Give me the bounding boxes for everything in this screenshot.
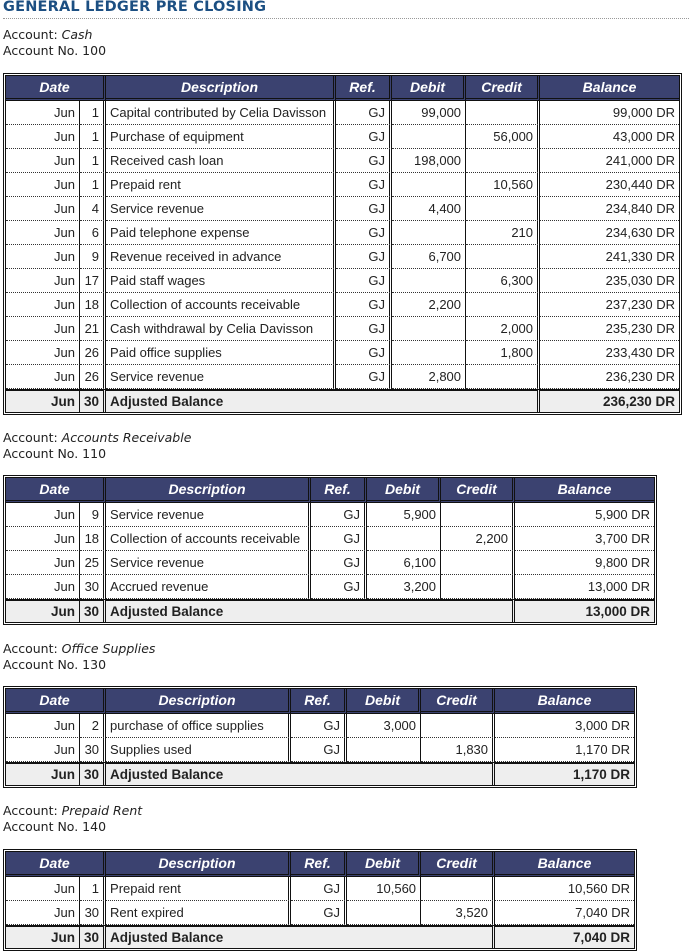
total-day: 30	[80, 599, 106, 622]
cell-credit	[466, 293, 540, 317]
cell-description: Received cash loan	[106, 149, 336, 173]
cell-credit	[466, 365, 540, 389]
ledger-row	[6, 714, 634, 738]
total-description: Adjusted Balance	[106, 762, 495, 785]
cell-day: 30	[80, 738, 106, 762]
cell-ref: GJ	[291, 738, 347, 762]
cell-month: Jun	[6, 221, 80, 245]
column-header-credit: Credit	[421, 852, 495, 877]
cell-day: 26	[80, 341, 106, 365]
total-month: Jun	[6, 389, 80, 412]
total-description: Adjusted Balance	[106, 599, 515, 622]
account-name-line	[3, 641, 155, 657]
cell-month: Jun	[6, 365, 80, 389]
cell-description: Service revenue	[106, 551, 311, 575]
column-header-balance: Balance	[540, 76, 679, 101]
account-name-line	[3, 27, 106, 43]
column-header-debit: Debit	[392, 76, 466, 101]
cell-month: Jun	[6, 293, 80, 317]
cell-balance: 241,330 DR	[540, 245, 679, 269]
account-header	[3, 430, 191, 462]
account-number: Account No. 140	[3, 819, 107, 834]
cell-month: Jun	[6, 197, 80, 221]
header-row	[6, 852, 634, 877]
cell-ref: GJ	[336, 221, 392, 245]
column-header-ref: Ref.	[291, 852, 347, 877]
cell-day: 9	[80, 503, 106, 527]
total-day: 30	[80, 762, 106, 785]
column-header-date: Date	[6, 689, 106, 714]
cell-description: Supplies used	[106, 738, 291, 762]
ledger-row	[6, 551, 654, 575]
cell-month: Jun	[6, 149, 80, 173]
ledger-row	[6, 575, 654, 599]
cell-day: 26	[80, 365, 106, 389]
header-row	[6, 689, 634, 714]
ledger-row	[6, 317, 679, 341]
cell-credit	[441, 503, 515, 527]
ledger-row	[6, 245, 679, 269]
cell-description: purchase of office supplies	[106, 714, 291, 738]
account-header	[3, 27, 106, 59]
cell-debit	[347, 901, 421, 925]
cell-day: 9	[80, 245, 106, 269]
account-label: Account:	[3, 430, 62, 445]
ledger-row	[6, 269, 679, 293]
account-name: Prepaid Rent	[61, 803, 143, 818]
cell-month: Jun	[6, 551, 80, 575]
cell-balance: 235,030 DR	[540, 269, 679, 293]
cell-credit: 2,000	[466, 317, 540, 341]
cell-month: Jun	[6, 714, 80, 738]
cell-debit: 2,200	[392, 293, 466, 317]
cell-balance: 5,900 DR	[515, 503, 654, 527]
total-month: Jun	[6, 762, 80, 785]
account-header	[3, 803, 142, 835]
cell-ref: GJ	[291, 877, 347, 901]
cell-description: Service revenue	[106, 197, 336, 221]
header-row	[6, 478, 654, 503]
cell-credit: 210	[466, 221, 540, 245]
cell-credit: 6,300	[466, 269, 540, 293]
cell-debit: 4,400	[392, 197, 466, 221]
column-header-balance: Balance	[495, 689, 634, 714]
cell-credit	[466, 149, 540, 173]
account-name: Cash	[61, 27, 93, 42]
header-row	[6, 76, 679, 101]
account-header	[3, 641, 155, 673]
column-header-date: Date	[6, 852, 106, 877]
column-header-credit: Credit	[421, 689, 495, 714]
cell-debit: 198,000	[392, 149, 466, 173]
cell-description: Rent expired	[106, 901, 291, 925]
ledger-row	[6, 293, 679, 317]
cell-month: Jun	[6, 575, 80, 599]
cell-description: Revenue received in advance	[106, 245, 336, 269]
cell-credit	[441, 575, 515, 599]
column-header-description: Description	[106, 478, 311, 503]
cell-day: 21	[80, 317, 106, 341]
cell-description: Paid telephone expense	[106, 221, 336, 245]
column-header-debit: Debit	[347, 852, 421, 877]
cell-balance: 234,840 DR	[540, 197, 679, 221]
cell-month: Jun	[6, 738, 80, 762]
cell-day: 18	[80, 293, 106, 317]
cell-day: 25	[80, 551, 106, 575]
cell-credit	[421, 877, 495, 901]
cell-credit: 2,200	[441, 527, 515, 551]
cell-debit: 3,000	[347, 714, 421, 738]
cell-ref: GJ	[291, 714, 347, 738]
cell-month: Jun	[6, 317, 80, 341]
cell-description: Paid staff wages	[106, 269, 336, 293]
cell-debit: 5,900	[367, 503, 441, 527]
ledger-row	[6, 197, 679, 221]
cell-credit	[466, 245, 540, 269]
cell-credit	[421, 714, 495, 738]
ledger-row	[6, 365, 679, 389]
ledger-row	[6, 901, 634, 925]
cell-month: Jun	[6, 503, 80, 527]
cell-day: 1	[80, 125, 106, 149]
cell-ref: GJ	[311, 527, 367, 551]
cell-ref: GJ	[336, 293, 392, 317]
total-balance: 13,000 DR	[515, 599, 654, 622]
cell-month: Jun	[6, 125, 80, 149]
cell-balance: 7,040 DR	[495, 901, 634, 925]
cell-description: Prepaid rent	[106, 173, 336, 197]
ledger-row	[6, 221, 679, 245]
total-balance: 7,040 DR	[495, 925, 634, 948]
cell-balance: 234,630 DR	[540, 221, 679, 245]
cell-description: Purchase of equipment	[106, 125, 336, 149]
cell-description: Accrued revenue	[106, 575, 311, 599]
cell-balance: 9,800 DR	[515, 551, 654, 575]
cell-balance: 1,170 DR	[495, 738, 634, 762]
cell-balance: 241,000 DR	[540, 149, 679, 173]
cell-ref: GJ	[336, 173, 392, 197]
total-day: 30	[80, 389, 106, 412]
total-month: Jun	[6, 925, 80, 948]
total-day: 30	[80, 925, 106, 948]
cell-debit	[392, 173, 466, 197]
ledger-row	[6, 738, 634, 762]
cell-month: Jun	[6, 245, 80, 269]
cell-description: Capital contributed by Celia Davisson	[106, 101, 336, 125]
cell-balance: 3,700 DR	[515, 527, 654, 551]
cell-ref: GJ	[336, 197, 392, 221]
total-month: Jun	[6, 599, 80, 622]
cell-credit	[466, 197, 540, 221]
cell-balance: 237,230 DR	[540, 293, 679, 317]
column-header-debit: Debit	[367, 478, 441, 503]
column-header-description: Description	[106, 76, 336, 101]
ledger-table	[3, 475, 657, 625]
cell-ref: GJ	[336, 245, 392, 269]
column-header-ref: Ref.	[336, 76, 392, 101]
cell-month: Jun	[6, 101, 80, 125]
ledger-row	[6, 101, 679, 125]
ledger-table	[3, 686, 637, 788]
cell-debit	[367, 527, 441, 551]
column-header-balance: Balance	[515, 478, 654, 503]
cell-day: 1	[80, 173, 106, 197]
total-balance: 236,230 DR	[540, 389, 679, 412]
column-header-debit: Debit	[347, 689, 421, 714]
cell-ref: GJ	[336, 317, 392, 341]
ledger-table	[3, 73, 682, 415]
cell-credit: 3,520	[421, 901, 495, 925]
adjusted-balance-row	[6, 599, 654, 622]
cell-credit: 1,800	[466, 341, 540, 365]
total-description: Adjusted Balance	[106, 389, 540, 412]
cell-day: 30	[80, 901, 106, 925]
ledger-row	[6, 341, 679, 365]
cell-credit: 1,830	[421, 738, 495, 762]
ledger-row	[6, 527, 654, 551]
column-header-description: Description	[106, 852, 291, 877]
cell-month: Jun	[6, 527, 80, 551]
account-name: Accounts Receivable	[61, 430, 192, 445]
cell-credit: 56,000	[466, 125, 540, 149]
account-name: Office Supplies	[61, 641, 156, 656]
cell-month: Jun	[6, 341, 80, 365]
cell-day: 1	[80, 101, 106, 125]
cell-ref: GJ	[336, 125, 392, 149]
cell-day: 4	[80, 197, 106, 221]
cell-day: 17	[80, 269, 106, 293]
cell-balance: 43,000 DR	[540, 125, 679, 149]
cell-balance: 233,430 DR	[540, 341, 679, 365]
cell-description: Service revenue	[106, 503, 311, 527]
cell-debit: 6,100	[367, 551, 441, 575]
cell-description: Cash withdrawal by Celia Davisson	[106, 317, 336, 341]
cell-month: Jun	[6, 877, 80, 901]
cell-debit	[347, 738, 421, 762]
cell-debit	[392, 341, 466, 365]
total-balance: 1,170 DR	[495, 762, 634, 785]
adjusted-balance-row	[6, 925, 634, 948]
cell-description: Collection of accounts receivable	[106, 527, 311, 551]
cell-description: Paid office supplies	[106, 341, 336, 365]
adjusted-balance-row	[6, 762, 634, 785]
cell-balance: 10,560 DR	[495, 877, 634, 901]
column-header-ref: Ref.	[291, 689, 347, 714]
ledger-row	[6, 503, 654, 527]
cell-balance: 13,000 DR	[515, 575, 654, 599]
cell-ref: GJ	[291, 901, 347, 925]
cell-month: Jun	[6, 173, 80, 197]
cell-ref: GJ	[336, 269, 392, 293]
cell-debit	[392, 269, 466, 293]
account-label: Account:	[3, 27, 62, 42]
cell-balance: 99,000 DR	[540, 101, 679, 125]
account-number: Account No. 110	[3, 446, 107, 461]
column-header-balance: Balance	[495, 852, 634, 877]
cell-day: 18	[80, 527, 106, 551]
cell-ref: GJ	[336, 149, 392, 173]
cell-ref: GJ	[336, 101, 392, 125]
cell-day: 30	[80, 575, 106, 599]
cell-debit: 10,560	[347, 877, 421, 901]
cell-credit: 10,560	[466, 173, 540, 197]
ledger-row	[6, 125, 679, 149]
cell-day: 6	[80, 221, 106, 245]
cell-day: 2	[80, 714, 106, 738]
cell-balance: 3,000 DR	[495, 714, 634, 738]
cell-debit: 6,700	[392, 245, 466, 269]
column-header-date: Date	[6, 76, 106, 101]
cell-ref: GJ	[311, 551, 367, 575]
cell-credit	[441, 551, 515, 575]
cell-debit	[392, 221, 466, 245]
cell-debit: 3,200	[367, 575, 441, 599]
account-name-line	[3, 430, 191, 446]
cell-ref: GJ	[311, 575, 367, 599]
column-header-date: Date	[6, 478, 106, 503]
account-label: Account:	[3, 641, 62, 656]
cell-ref: GJ	[336, 341, 392, 365]
cell-ref: GJ	[336, 365, 392, 389]
cell-day: 1	[80, 877, 106, 901]
adjusted-balance-row	[6, 389, 679, 412]
total-description: Adjusted Balance	[106, 925, 495, 948]
ledger-row	[6, 877, 634, 901]
account-label: Account:	[3, 803, 62, 818]
cell-month: Jun	[6, 901, 80, 925]
account-name-line	[3, 803, 142, 819]
cell-debit	[392, 125, 466, 149]
ledger-row	[6, 173, 679, 197]
cell-month: Jun	[6, 269, 80, 293]
cell-balance: 236,230 DR	[540, 365, 679, 389]
account-number: Account No. 130	[3, 657, 107, 672]
column-header-credit: Credit	[466, 76, 540, 101]
ledger-row	[6, 149, 679, 173]
account-number: Account No. 100	[3, 43, 107, 58]
column-header-description: Description	[106, 689, 291, 714]
cell-description: Service revenue	[106, 365, 336, 389]
cell-description: Collection of accounts receivable	[106, 293, 336, 317]
cell-description: Prepaid rent	[106, 877, 291, 901]
ledger-table	[3, 849, 637, 951]
column-header-ref: Ref.	[311, 478, 367, 503]
page-title: GENERAL LEDGER PRE CLOSING	[3, 0, 689, 19]
column-header-credit: Credit	[441, 478, 515, 503]
cell-balance: 230,440 DR	[540, 173, 679, 197]
cell-balance: 235,230 DR	[540, 317, 679, 341]
cell-debit: 2,800	[392, 365, 466, 389]
cell-ref: GJ	[311, 503, 367, 527]
cell-credit	[466, 101, 540, 125]
cell-debit: 99,000	[392, 101, 466, 125]
cell-day: 1	[80, 149, 106, 173]
cell-debit	[392, 317, 466, 341]
